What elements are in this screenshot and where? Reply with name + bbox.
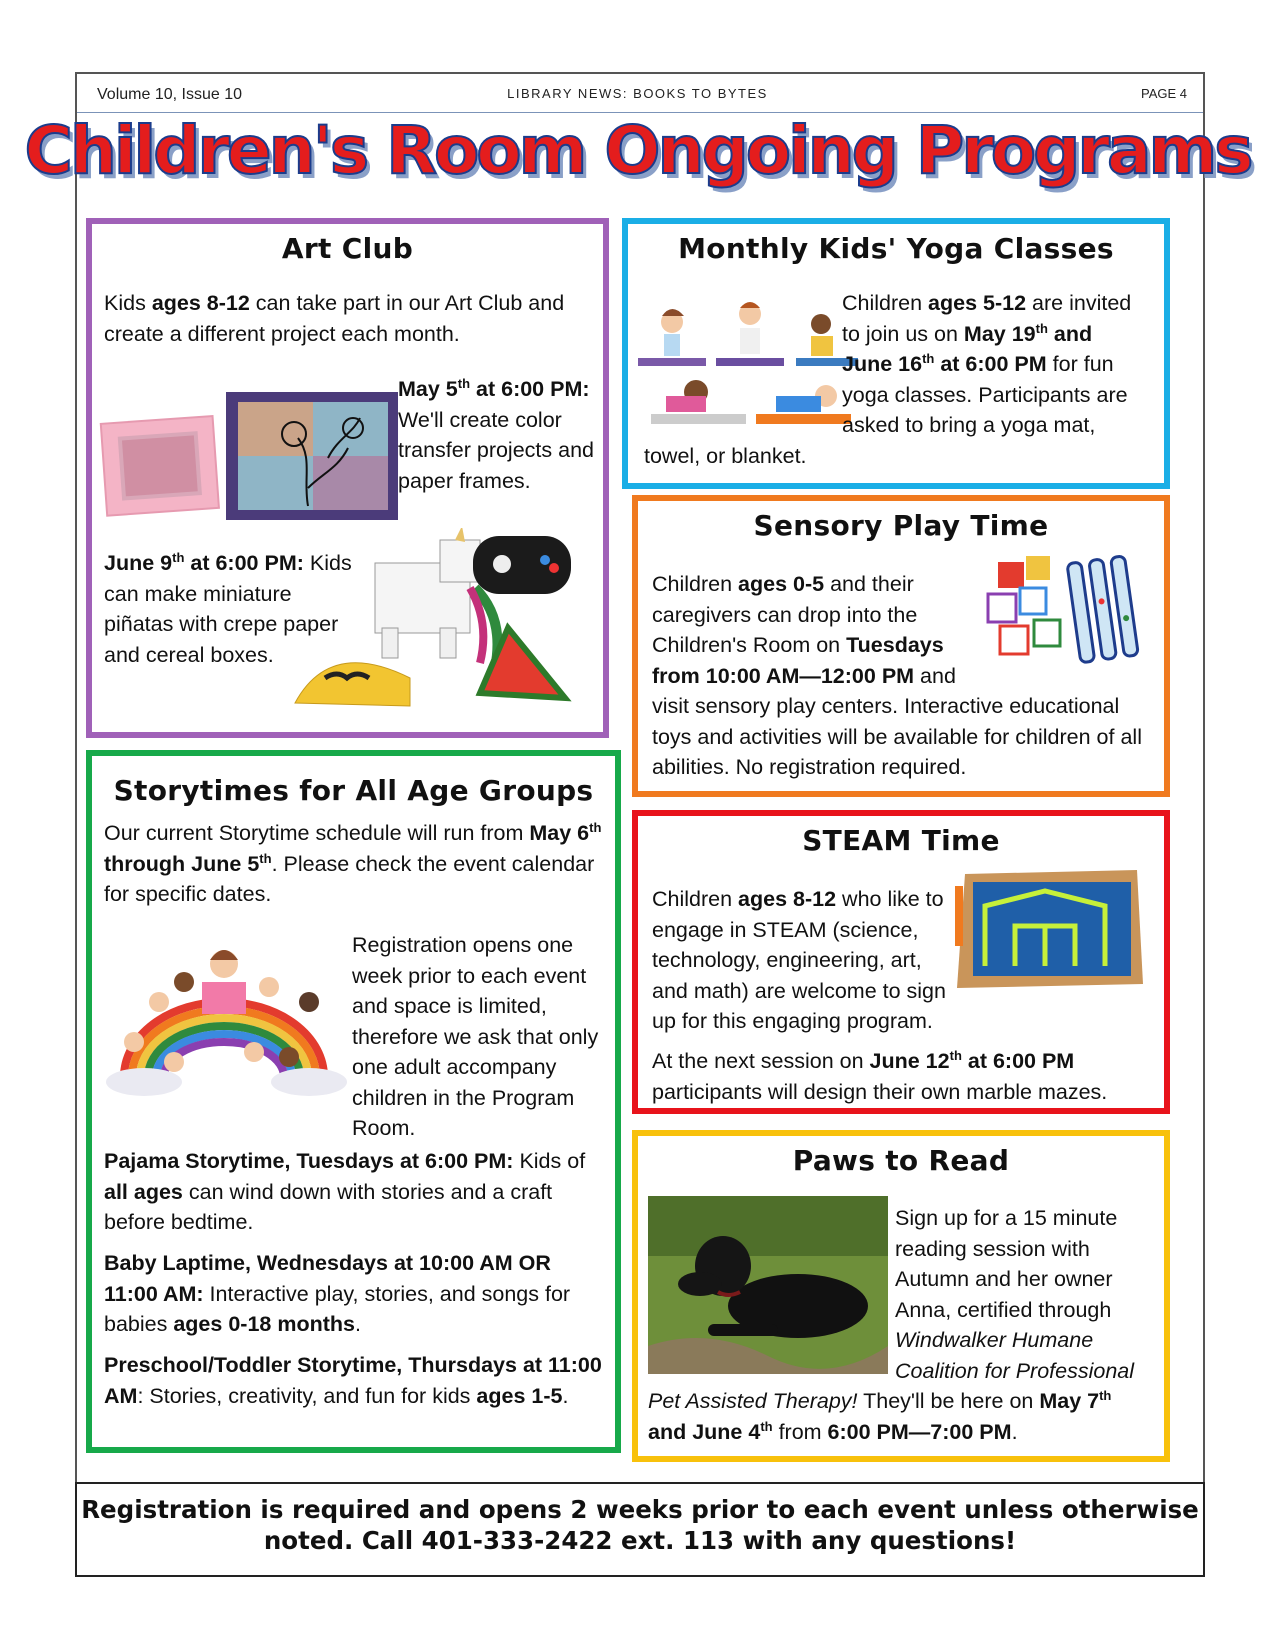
art-club-intro: Kids ages 8-12 can take part in our Art Club and create a different project each month. bbox=[104, 291, 565, 346]
art-projects-image bbox=[98, 388, 403, 532]
page-title: Children's Room Ongoing Programs bbox=[24, 112, 1251, 189]
sensory-text: Children ages 0-5 and their caregivers can drop into the Children's Room on Tuesdays from 10:00 AM—12:00 PM and visit sensory play centers. Interactive educational toys and activities will be available for children of all abilities. No registration required. bbox=[652, 572, 1142, 779]
paws-text: Sign up for a 15 minute reading session with Autumn and her owner Anna, certified through Windwalker Humane Coalition for Professional Pet Assisted Therapy! They'll be here on May 7th and June 4th from 6:00 PM—7:00 PM. bbox=[648, 1206, 1135, 1444]
page-number: PAGE 4 bbox=[1140, 86, 1187, 101]
storytime-rainbow-image bbox=[104, 942, 349, 1106]
storytime-baby: Baby Laptime, Wednesdays at 10:00 AM OR 11:00 AM: Interactive play, stories, and songs for babies ages 0-18 months. bbox=[104, 1251, 571, 1336]
registration-footer: Registration is required and opens 2 weeks prior to each event unless otherwise noted. Call 401-333-2422 ext. 113 with any questions! bbox=[75, 1482, 1205, 1577]
art-club-june: June 9th at 6:00 PM: Kids can make miniature piñatas with crepe paper and cereal boxes. bbox=[104, 549, 352, 667]
volume-issue: Volume 10, Issue 10 bbox=[97, 86, 242, 103]
yoga-text: Children ages 5-12 are invited to join us on May 19th and June 16th at 6:00 PM for fun yoga classes. Participants are asked to bring a yoga mat, towel, or blanket. bbox=[644, 291, 1132, 468]
paws-heading: Paws to Read bbox=[792, 1144, 1010, 1177]
storytime-pajama: Pajama Storytime, Tuesdays at 6:00 PM: Kids of all ages can wind down with stories and a craft before bedtime. bbox=[104, 1149, 586, 1234]
art-club-may: May 5th at 6:00 PM: We'll create color transfer projects and paper frames. bbox=[398, 375, 594, 493]
steam-session: At the next session on June 12th at 6:00 PM participants will design their own marble mazes. bbox=[652, 1047, 1108, 1104]
storytime-registration: Registration opens one week prior to each event and space is limited, therefore we ask that only one adult accompany children in the Program Room. bbox=[352, 933, 599, 1140]
sensory-heading: Sensory Play Time bbox=[753, 509, 1049, 542]
newsletter-name: LIBRARY NEWS: BOOKS TO BYTES bbox=[507, 86, 768, 101]
storytime-preschool: Preschool/Toddler Storytime, Thursdays at 11:00 AM: Stories, creativity, and fun for kids ages 1-5. bbox=[104, 1353, 602, 1408]
storytime-intro: Our current Storytime schedule will run from May 6th through June 5th. Please check the event calendar for specific dates. bbox=[104, 819, 602, 906]
pinata-image bbox=[290, 528, 595, 727]
art-club-heading: Art Club bbox=[281, 232, 414, 265]
storytime-heading: Storytimes for All Age Groups bbox=[113, 774, 594, 807]
steam-heading: STEAM Time bbox=[802, 824, 1000, 857]
steam-text: Children ages 8-12 who like to engage in STEAM (science, technology, engineering, art, and math) are welcome to sign up for this engaging program. bbox=[652, 887, 946, 1033]
yoga-heading: Monthly Kids' Yoga Classes bbox=[678, 232, 1114, 265]
